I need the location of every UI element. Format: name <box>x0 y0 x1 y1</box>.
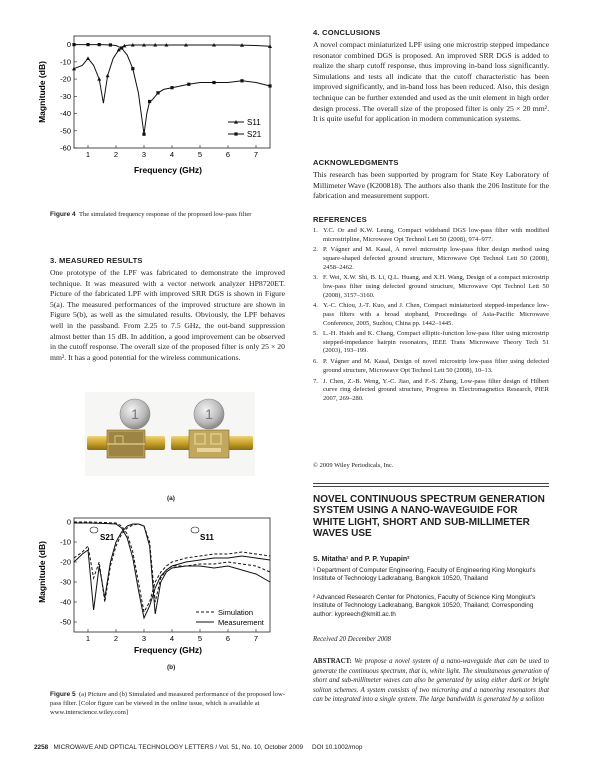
measured-text: One prototype of the LPF was fabricated to demonstrate the improved technique. It was measured with a vector network analyzer HP8720ET. Picture of the fabricated LPF with improved SRR DGS is shown in Figure 5(a). The measured performances of the improved structure are shown in Figure 5(b), as well as the simulated results. Obviously, the LPF behaves well in the passband. From 2.25 to 7.5 GHz, the out-band suppression almost better than 15 dB. In addition, a good improvement can be observed in the cutoff response. The overall size of the proposed filter is only 25 × 20 mm². It has a good potential for the wireless communications. <box>50 268 285 362</box>
data-point <box>72 43 75 46</box>
plot-frame <box>74 36 270 148</box>
svg-text:1: 1 <box>205 406 213 422</box>
received-date: Received 20 December 2008 <box>313 636 391 643</box>
doi: DOI 10.1002/mop <box>312 744 363 751</box>
y-tick-label: -20 <box>60 557 71 567</box>
x-tick-label: 6 <box>225 150 231 159</box>
y-tick-label: -30 <box>60 91 71 101</box>
references-list <box>313 227 549 406</box>
x-tick-label: 7 <box>253 150 259 159</box>
x-tick-label: 2 <box>113 150 119 159</box>
legend-label: S21 <box>247 130 262 139</box>
legend-label: S11 <box>247 118 261 127</box>
reference-item: 6. P. Vágner and M. Kasal, Design of novel microstrip low-pass filter using defected ground structure, Microwave Opt Technol Lett 50 (2008), 10–13. <box>313 358 549 374</box>
legend-label: Measurement <box>218 618 264 627</box>
fig4-ylabel: Magnitude (dB) <box>37 61 47 123</box>
x-tick-label: 1 <box>85 150 91 159</box>
y-tick-label: -40 <box>60 597 71 607</box>
y-tick-label: 0 <box>66 517 71 527</box>
x-tick-label: 6 <box>225 634 231 643</box>
measured-heading: 3. MEASURED RESULTS <box>50 256 143 265</box>
data-point <box>170 86 173 89</box>
ack-text: This research has been supported by program for State Key Laboratory of Millimeter Wave (K200818). The authors also thank the 206 Institute for the fabrication and measurement support. <box>313 170 549 201</box>
annotation-s11: S11 <box>200 533 214 542</box>
filter-photo-illustration <box>85 392 255 476</box>
fig5-caption-label: Figure 5 <box>50 691 76 698</box>
x-tick-label: 3 <box>141 634 147 643</box>
reference-item: 7. J. Chen, Z.-B. Weng, Y.-C. Jiao, and F.-S. Zhang, Low-pass filter design of Hilbert curve ring defected ground structure, Progress in Electromagnetics Research, PIER 2007, 269–280. <box>313 377 549 402</box>
legend-label: Simulation <box>218 608 254 617</box>
reference-item: 2. P. Vágner and M. Kasal, A novel microstrip low-pass filter design method using square-shaped defected ground structure, Microwave Opt Technol Lett 50 (2008), 2458–2462. <box>313 246 549 271</box>
x-tick-label: 5 <box>197 150 203 159</box>
x-tick-label: 4 <box>169 634 175 643</box>
svg-text:1: 1 <box>131 406 139 422</box>
ack-heading: ACKNOWLEDGMENTS <box>313 158 399 167</box>
data-point <box>148 100 151 103</box>
data-point <box>109 43 112 46</box>
reference-item: 5. L.-H. Hsieh and K. Chang, Compact elliptic-function low-pass filter using microstrip stepped-impedance hairpin resonators, IEEE Trans Microwave Theory Tech 51 (2003), 193–199. <box>313 330 549 355</box>
fig4-caption-label: Figure 4 <box>50 211 76 218</box>
y-tick-label: -10 <box>60 537 71 547</box>
data-point <box>131 67 134 70</box>
data-point <box>187 83 190 86</box>
y-tick-label: -10 <box>60 57 71 67</box>
copyright: © 2009 Wiley Periodicals, Inc. <box>313 462 394 469</box>
article-affiliation-2: ² Advanced Research Center for Photonics, Faculty of Science King Mongkut's Institute of Technology Ladkrabang, Bangkok 10520, Thailand; Corresponding author: kypreech@kmitl.ac.th <box>313 594 536 618</box>
x-tick-label: 4 <box>169 150 175 159</box>
fig4-xlabel: Frequency (GHz) <box>133 165 203 175</box>
abstract-label: ABSTRACT: <box>313 658 352 665</box>
fig5a-photo <box>85 392 255 476</box>
reference-item: 4. Y.-C. Chiou, J.-T. Kuo, and J. Chen, Compact miniaturized stepped-impedance low-pass filters with a broad stopband, Proceedings of Asia-Pacific Microwave Conference, 2005, Suzhou, China pp. 1442–1445. <box>313 302 549 327</box>
y-tick-label: -60 <box>60 143 71 153</box>
data-point <box>212 81 215 84</box>
reference-item: 1. Y.C. Or and K.W. Leung, Compact wideband DGS low-pass filter with modified microstripline, Microwave Opt Technol Lett 50 (2008), 974–977. <box>313 227 549 243</box>
abstract <box>313 657 549 705</box>
x-tick-label: 1 <box>85 634 91 643</box>
y-tick-label: -30 <box>60 577 71 587</box>
divider <box>313 483 549 484</box>
x-tick-label: 5 <box>197 634 203 643</box>
y-tick-label: -40 <box>60 109 71 119</box>
fig5b-chart <box>34 512 276 660</box>
fig5-xlabel: Frequency (GHz) <box>133 645 203 655</box>
x-tick-label: 7 <box>253 634 259 643</box>
article-authors: S. Mitatha¹ and P. P. Yupapin² <box>313 556 410 563</box>
footer <box>34 744 362 751</box>
conclusions-heading: 4. CONCLUSIONS <box>313 28 381 37</box>
y-tick-label: -50 <box>60 617 71 627</box>
x-tick-label: 3 <box>141 150 147 159</box>
y-tick-label: 0 <box>66 40 71 50</box>
reference-item: 3. F. Wei, X.W. Shi, B. Li, Q.L. Huang, and X.H. Wang, Design of a compact microstrip low-pass filter using defected ground structure, Microwave Opt Technol Lett 50 (2008), 3157–3160. <box>313 274 549 299</box>
fig5-ylabel: Magnitude (dB) <box>37 541 47 603</box>
data-point <box>240 79 243 82</box>
divider <box>313 486 549 487</box>
data-point <box>120 46 123 49</box>
fig5-caption-text: (a) Picture and (b) Simulated and measured performance of the proposed low-pass filter. [Color figure can be viewed in the online issue, which is available at www.interscience.wiley.com] <box>50 691 285 716</box>
data-point <box>156 91 159 94</box>
journal-info: MICROWAVE AND OPTICAL TECHNOLOGY LETTERS / Vol. 51, No. 10, October 2009 <box>53 744 304 751</box>
fig5b-label: (b) <box>167 664 176 671</box>
data-point <box>86 43 89 46</box>
article-title: NOVEL CONTINUOUS SPECTRUM GENERATION SYSTEM USING A NANO-WAVEGUIDE FOR WHITE LIGHT, SHORT AND SUB-MILLIMETER WAVES USE <box>313 494 545 540</box>
fig5a-label: (a) <box>167 495 175 502</box>
fig5-caption <box>50 690 285 717</box>
page-number: 2258 <box>34 744 49 751</box>
y-tick-label: -50 <box>60 126 71 136</box>
data-point <box>142 133 145 136</box>
data-point <box>98 43 101 46</box>
fig4-chart <box>34 30 276 176</box>
conclusions-text: A novel compact miniaturized LPF using one microstrip stepped impedance resonator combined DGS is proposed. An improved SRR DGS is added to realize the sharp cutoff response, thus improving in-band loss significantly. Simulations and tests all indicate that the cutoff characteristic has been improved significantly, and in-band loss has been reduced. Also, this design technique can be further extended and used as the unit element in high order design process. The overall size of the proposed filter is only 25 × 20 mm². It is quite useful for application in modern communication systems. <box>313 40 549 124</box>
article-affiliation-1: ¹ Department of Computer Engineering, Faculty of Engineering King Mongkut's Institute of Technology Ladkrabang, Bangkok 10520, Thailand <box>313 567 536 583</box>
x-tick-label: 2 <box>113 634 119 643</box>
y-tick-label: -20 <box>60 74 71 84</box>
data-point <box>268 84 271 87</box>
annotation-s21: S21 <box>100 533 115 542</box>
legend-marker <box>234 132 237 135</box>
fig4-caption-text: The simulated frequency response of the proposed low-pass filter <box>78 211 252 218</box>
fig4-caption <box>50 210 285 219</box>
references-heading: REFERENCES <box>313 215 367 224</box>
abstract-text: We propose a novel system of a nano-waveguide that can be used to generate the continuous spectrum, that is, white light. The simultaneous generation of short and sub-millimeter waves can also be generated by using either dark or bright soliton schemes. A system consists of two microring and a nanoring resonators that can be integrated into a single system. The large bandwidth is generated by a soliton <box>313 658 549 704</box>
